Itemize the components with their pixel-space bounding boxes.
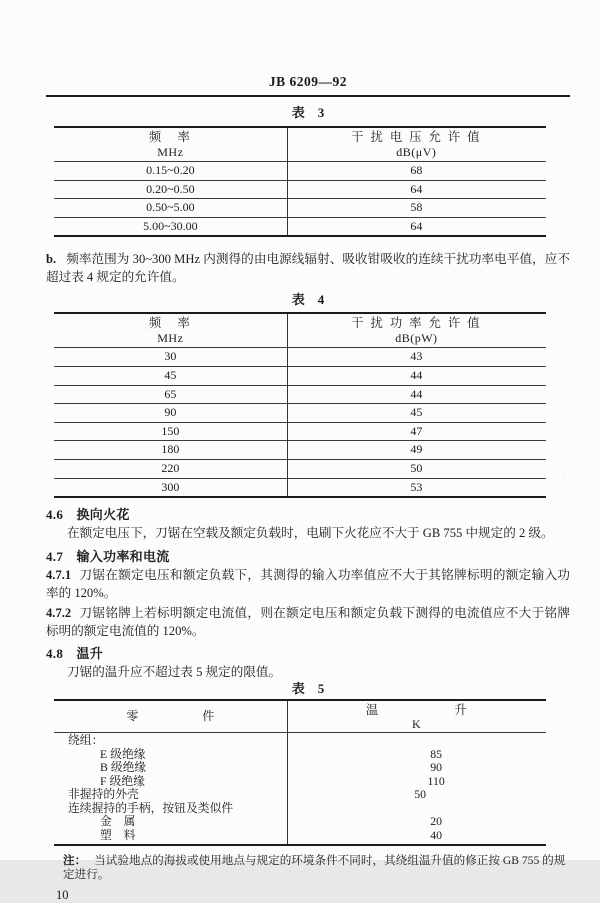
table-cell: 45 bbox=[164, 367, 177, 382]
table-cell: E 级绝缘 bbox=[100, 746, 146, 761]
section-4-7-2-label: 4.7.2 bbox=[46, 606, 72, 621]
table-3 bbox=[54, 126, 546, 237]
table3-body bbox=[54, 161, 546, 235]
table-cell: 45 bbox=[410, 405, 423, 420]
table-cell: 塑 料 bbox=[100, 827, 136, 842]
table-row bbox=[54, 366, 546, 385]
item-b-text: 频率范围为 30~300 MHz 内测得的由电源线辐射、吸收钳吸收的连续干扰功率电平值，应不超过表 4 规定的允许值。 bbox=[46, 252, 570, 284]
section-4-7-1-label: 4.7.1 bbox=[46, 568, 72, 583]
table5-header-part: 零 件 bbox=[126, 709, 241, 724]
table-cell: 49 bbox=[410, 442, 423, 457]
table-row bbox=[54, 829, 546, 843]
table-cell: 0.20~0.50 bbox=[146, 181, 195, 196]
item-b-label: b. bbox=[46, 252, 57, 267]
table-row bbox=[54, 198, 546, 217]
table-cell: B 级绝缘 bbox=[100, 760, 147, 775]
table-cell: 50 bbox=[410, 460, 423, 475]
table-row bbox=[54, 180, 546, 199]
section-4-6-heading: 4.6 换向火花 bbox=[46, 507, 130, 523]
section-4-7-1 bbox=[46, 567, 570, 602]
table-row bbox=[54, 422, 546, 441]
table-cell: 180 bbox=[161, 442, 180, 457]
table-row bbox=[54, 440, 546, 459]
table4-header-limit: 干 扰 功 率 允 许 值 dB(pW) bbox=[351, 316, 482, 346]
table-cell: 50 bbox=[414, 787, 427, 802]
table-cell: 连续握持的手柄，按钮及类似件 bbox=[68, 800, 234, 815]
table-cell: 0.50~5.00 bbox=[146, 200, 195, 215]
table-cell: 58 bbox=[410, 200, 423, 215]
section-4-8-heading: 4.8 温升 bbox=[46, 646, 104, 662]
standard-number: JB 6209—92 bbox=[268, 74, 348, 89]
table-cell: 5.00~30.00 bbox=[143, 218, 198, 233]
header-rule bbox=[46, 95, 570, 97]
footnote-text: 当试验地点的海拔或使用地点与规定的环境条件不同时，其绕组温升值的修正按 GB 755 的规定进行。 bbox=[63, 854, 566, 882]
table3-header-row bbox=[54, 128, 546, 161]
section-4-7-2 bbox=[46, 605, 570, 640]
table-cell: 43 bbox=[410, 349, 423, 364]
table-row bbox=[54, 815, 546, 829]
table-cell: 0.15~0.20 bbox=[146, 163, 195, 177]
table-cell: 20 bbox=[430, 814, 443, 829]
table-cell: 40 bbox=[430, 827, 443, 842]
table-cell bbox=[294, 734, 546, 748]
table5-header-row bbox=[54, 701, 546, 732]
table-4 bbox=[54, 312, 546, 498]
table5-caption: 表 5 bbox=[291, 681, 325, 697]
table-row bbox=[54, 802, 546, 816]
table-cell: 30 bbox=[164, 349, 177, 364]
table-cell: 53 bbox=[410, 479, 423, 494]
table-cell: 65 bbox=[164, 386, 177, 401]
table-row bbox=[54, 748, 546, 762]
table-row bbox=[54, 217, 546, 236]
table4-column-divider bbox=[287, 314, 288, 496]
table-5 bbox=[54, 699, 546, 846]
table-cell: 64 bbox=[410, 218, 423, 233]
section-4-8-body: 刀锯的温升应不超过表 5 规定的限值。 bbox=[67, 665, 282, 680]
table5-column-divider bbox=[287, 701, 288, 844]
table4-caption: 表 4 bbox=[291, 292, 325, 308]
table4-header-frequency: 频 率 MHz bbox=[148, 316, 192, 346]
paragraph-item-b bbox=[46, 251, 570, 286]
table-row bbox=[54, 161, 546, 180]
table3-column-divider bbox=[287, 128, 288, 235]
footnote bbox=[46, 854, 570, 882]
table-row bbox=[54, 478, 546, 497]
table-row bbox=[54, 385, 546, 404]
table-row bbox=[54, 775, 546, 789]
table-row bbox=[54, 734, 546, 748]
table-row bbox=[54, 347, 546, 366]
footnote-label: 注： bbox=[63, 854, 87, 868]
table-cell: 90 bbox=[164, 405, 177, 420]
table-cell: F 级绝缘 bbox=[100, 773, 145, 788]
table-row bbox=[54, 403, 546, 422]
table-cell: 非握持的外壳 bbox=[68, 787, 139, 802]
table-cell: 300 bbox=[161, 479, 180, 494]
section-4-6-body: 在额定电压下，刀锯在空载及额定负载时，电刷下火花应不大于 GB 755 中规定的 2 级。 bbox=[67, 526, 554, 541]
table5-header-rise: 温 升 K bbox=[365, 703, 499, 732]
table-row bbox=[54, 761, 546, 775]
table-cell: 44 bbox=[410, 386, 423, 401]
table-cell: 68 bbox=[410, 163, 423, 177]
table-cell: 90 bbox=[430, 760, 443, 775]
table-cell: 47 bbox=[410, 423, 423, 438]
table4-header-row bbox=[54, 314, 546, 347]
table-cell: 150 bbox=[161, 423, 180, 438]
table5-body bbox=[54, 732, 546, 844]
table-row bbox=[54, 788, 546, 802]
table-cell: 金 属 bbox=[100, 814, 136, 829]
section-4-7-1-text: 刀锯在额定电压和额定负载下，其测得的输入功率值应不大于其铭牌标明的额定输入功率的 120%。 bbox=[46, 568, 570, 600]
page-number: 10 bbox=[56, 888, 69, 903]
table-cell bbox=[294, 802, 546, 816]
table-cell: 110 bbox=[427, 773, 445, 788]
table3-header-limit: 干 扰 电 压 允 许 值 dB(μV) bbox=[351, 130, 482, 159]
table3-caption: 表 3 bbox=[291, 105, 325, 120]
table3-header-frequency: 频 率 MHz bbox=[148, 130, 192, 159]
section-4-7-heading: 4.7 输入功率和电流 bbox=[46, 549, 170, 565]
table-cell: 44 bbox=[410, 367, 423, 382]
table-cell: 85 bbox=[430, 746, 443, 761]
table-cell: 绕组： bbox=[68, 733, 104, 748]
section-4-7-2-text: 刀锯铭牌上若标明额定电流值，则在额定电压和额定负载下测得的电流值应不大于铭牌标明的额定电流值的 120%。 bbox=[46, 606, 570, 638]
table4-body bbox=[54, 347, 546, 496]
table-cell: 64 bbox=[410, 181, 423, 196]
table-row bbox=[54, 459, 546, 478]
table-cell: 220 bbox=[161, 460, 180, 475]
